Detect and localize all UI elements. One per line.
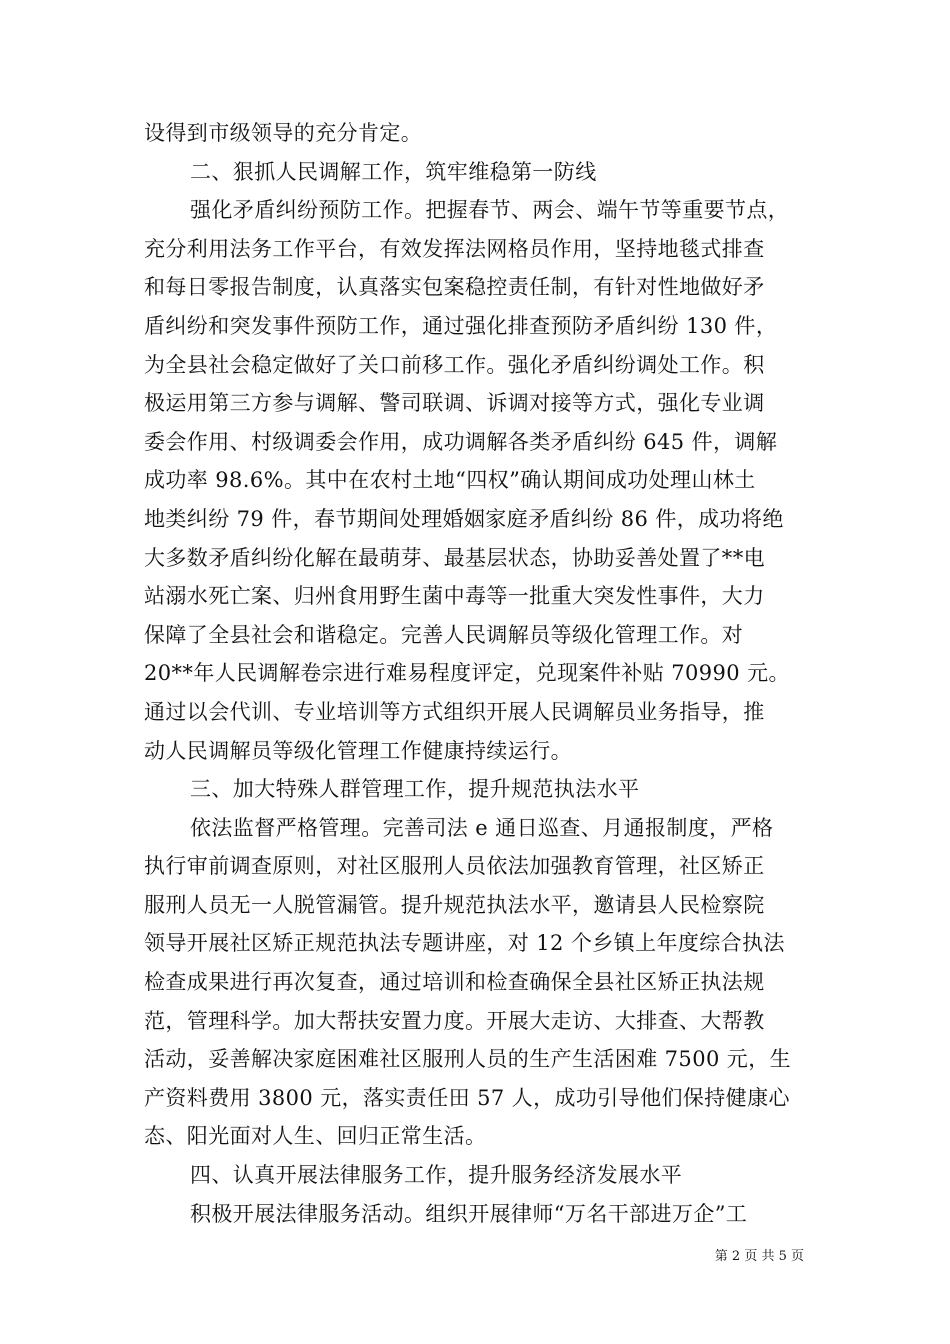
text-line: 执行审前调查原则，对社区服刑人员依法加强教育管理，社区矫正 <box>144 854 765 879</box>
text-line: 领导开展社区矫正规范执法专题讲座，对 12 个乡镇上年度综合执法 <box>144 931 785 956</box>
page-number: 第 2 页 共 5 页 <box>714 1249 804 1264</box>
text-line: 盾纠纷和突发事件预防工作，通过强化排查预防矛盾纠纷 130 件， <box>144 313 778 338</box>
text-line: 态、阳光面对人生、回归正常生活。 <box>144 1124 487 1149</box>
text-line: 20**年人民调解卷宗进行难易程度评定，兑现案件补贴 70990 元。 <box>144 661 790 686</box>
text-line: 二、狠抓人民调解工作，筑牢维稳第一防线 <box>190 159 597 184</box>
text-line: 和每日零报告制度，认真落实包案稳控责任制，有针对性地做好矛 <box>144 275 765 300</box>
text-line: 保障了全县社会和谐稳定。完善人民调解员等级化管理工作。对 <box>144 622 744 647</box>
text-line: 检查成果进行再次复查，通过培训和检查确保全县社区矫正执法规 <box>144 970 765 995</box>
text-line: 服刑人员无一人脱管漏管。提升规范执法水平，邀请县人民检察院 <box>144 892 765 917</box>
text-line: 地类纠纷 79 件，春节期间处理婚姻家庭矛盾纠纷 86 件，成功将绝 <box>144 506 784 531</box>
text-line: 委会作用、村级调委会作用，成功调解各类矛盾纠纷 645 件，调解 <box>144 429 778 454</box>
text-line: 三、加大特殊人群管理工作，提升规范执法水平 <box>190 777 640 802</box>
text-line: 站溺水死亡案、归州食用野生菌中毒等一批重大突发性事件，大力 <box>144 584 765 609</box>
text-line: 活动，妥善解决家庭困难社区服刑人员的生产生活困难 7500 元，生 <box>144 1047 791 1072</box>
text-line: 大多数矛盾纠纷化解在最萌芽、最基层状态，协助妥善处置了**电 <box>144 545 765 570</box>
text-line: 动人民调解员等级化管理工作健康持续运行。 <box>144 738 572 763</box>
text-line: 极运用第三方参与调解、警司联调、诉调对接等方式，强化专业调 <box>144 391 765 416</box>
text-line: 通过以会代训、专业培训等方式组织开展人民调解员业务指导，推 <box>144 699 765 724</box>
text-line: 依法监督严格管理。完善司法 e 通日巡查、月通报制度，严格 <box>190 815 774 840</box>
text-line: 成功率 98.6%。其中在农村土地“四权”确认期间成功处理山林土 <box>144 468 756 493</box>
text-line: 设得到市级领导的充分肯定。 <box>144 121 423 145</box>
text-line: 为全县社会稳定做好了关口前移工作。强化矛盾纠纷调处工作。积 <box>144 352 765 377</box>
text-line: 范，管理科学。加大帮扶安置力度。开展大走访、大排查、大帮教 <box>144 1008 765 1033</box>
text-line: 四、认真开展法律服务工作，提升服务经济发展水平 <box>190 1163 683 1188</box>
text-line: 充分利用法务工作平台，有效发挥法网格员作用，坚持地毯式排查 <box>144 236 765 261</box>
text-line: 产资料费用 3800 元，落实责任田 57 人，成功引导他们保持健康心 <box>144 1085 790 1110</box>
text-line: 强化矛盾纠纷预防工作。把握春节、两会、端午节等重要节点， <box>190 198 790 223</box>
body-text <box>144 114 824 1233</box>
text-line: 积极开展法律服务活动。组织开展律师“万名干部进万企”工 <box>190 1201 748 1226</box>
